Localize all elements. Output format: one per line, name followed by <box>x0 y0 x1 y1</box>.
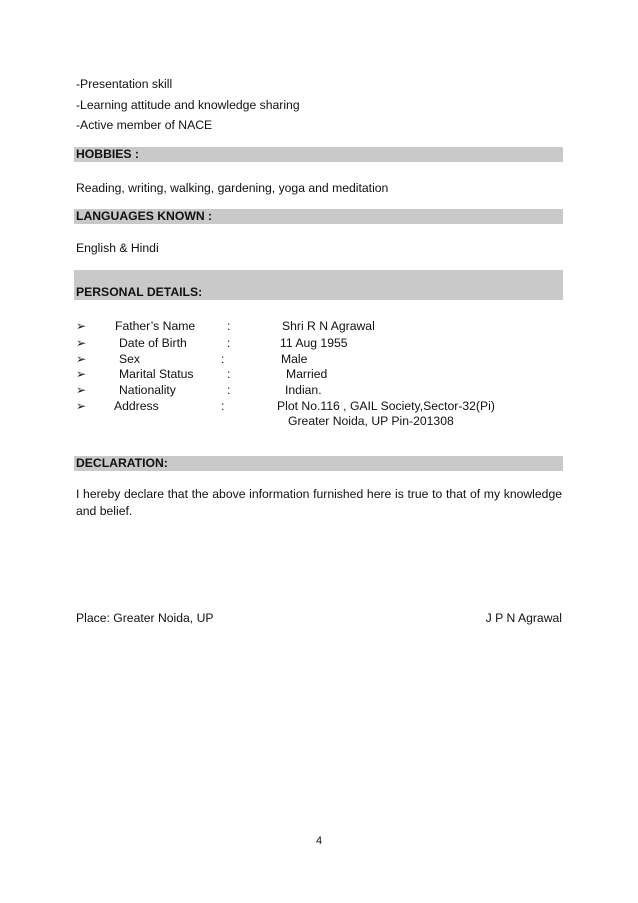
address-line-2: Greater Noida, UP Pin-201308 <box>288 414 454 428</box>
place-text: Place: Greater Noida, UP <box>76 611 214 625</box>
detail-row-date-of-birth <box>76 335 566 351</box>
personal-heading-bar <box>74 285 563 300</box>
page-number: 4 <box>315 835 323 847</box>
languages-text: English & Hindi <box>76 241 159 255</box>
languages-heading: LANGUAGES KNOWN : <box>76 209 213 223</box>
arrow-bullet-icon: ➢ <box>76 352 87 366</box>
hobbies-text: Reading, writing, walking, gardening, yoga and meditation <box>76 181 389 195</box>
hobbies-heading: HOBBIES : <box>76 147 139 161</box>
detail-label: Marital Status <box>119 367 194 381</box>
detail-colon: : <box>221 352 225 366</box>
languages-heading-bar <box>74 209 563 224</box>
arrow-bullet-icon: ➢ <box>76 383 87 397</box>
skill-line-2: -Learning attitude and knowledge sharing <box>76 98 300 112</box>
declaration-heading: DECLARATION: <box>76 456 168 470</box>
arrow-bullet-icon: ➢ <box>76 367 87 381</box>
arrow-bullet-icon: ➢ <box>76 399 87 413</box>
blank-section-bar <box>74 270 563 285</box>
detail-value: 11 Aug 1955 <box>280 336 348 350</box>
detail-value: Plot No.116 , GAIL Society,Sector-32(Pi) <box>277 399 495 413</box>
detail-colon: : <box>221 399 225 413</box>
detail-label: Nationality <box>119 383 176 397</box>
detail-row-address <box>76 398 566 414</box>
hobbies-heading-bar <box>74 147 563 162</box>
detail-row-fathers-name <box>76 318 566 334</box>
detail-value: Indian. <box>285 383 322 397</box>
detail-colon: : <box>227 367 231 381</box>
detail-colon: : <box>227 383 231 397</box>
detail-label: Address <box>114 399 159 413</box>
detail-colon: : <box>227 336 231 350</box>
skill-line-1: -Presentation skill <box>76 77 173 91</box>
arrow-bullet-icon: ➢ <box>76 336 87 350</box>
declaration-text: I hereby declare that the above information furnished here is true to that of my knowledge and belief. <box>76 487 562 518</box>
detail-colon: : <box>227 319 231 333</box>
detail-value: Male <box>281 352 308 366</box>
detail-value: Married <box>286 367 328 381</box>
detail-row-nationality <box>76 382 566 398</box>
detail-label: Date of Birth <box>119 336 187 350</box>
detail-row-marital-status <box>76 366 566 382</box>
detail-row-sex <box>76 351 566 367</box>
signatory-name: J P N Agrawal <box>485 611 562 625</box>
personal-heading: PERSONAL DETAILS: <box>76 285 203 299</box>
skill-line-3: -Active member of NACE <box>76 118 213 132</box>
declaration-heading-bar <box>74 456 563 471</box>
arrow-bullet-icon: ➢ <box>76 319 87 333</box>
detail-label: Sex <box>119 352 141 366</box>
detail-value: Shri R N Agrawal <box>282 319 375 333</box>
detail-label: Father’s Name <box>115 319 196 333</box>
